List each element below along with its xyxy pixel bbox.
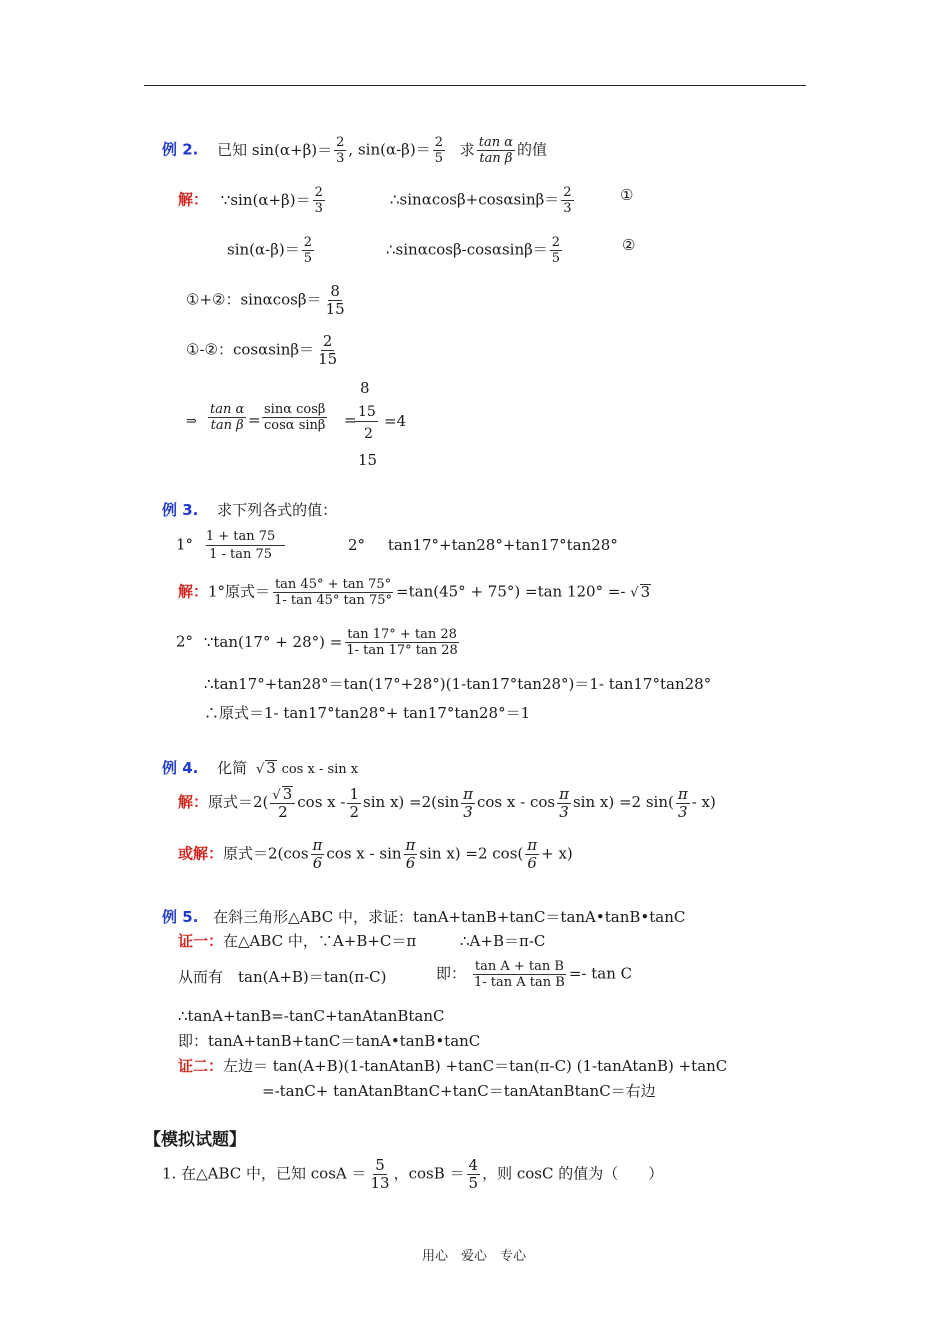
numerator: 2	[336, 135, 345, 150]
numerator: 1	[349, 784, 360, 803]
page-footer: 用心 爱心 专心	[422, 1249, 527, 1264]
statement-text: 化简	[217, 759, 248, 777]
proof-label: 证二：	[178, 1057, 224, 1075]
math-text: =tan(45° + 75°) =tan 120° =-	[396, 582, 631, 601]
math-text: 原式＝2(	[208, 793, 269, 811]
solution-label: 解：	[178, 793, 209, 811]
fraction	[347, 784, 361, 821]
fraction	[433, 136, 445, 165]
numerator: π	[559, 784, 569, 803]
math-text: ∵sin(α+β)＝	[220, 190, 311, 209]
math-text: ①+②：sinαcosβ＝	[186, 290, 322, 309]
math-text: tan17°+tan28°+tan17°tan28°	[387, 536, 618, 554]
fraction	[550, 236, 562, 265]
ex2-solution-line-2	[227, 236, 316, 265]
ex5-proof-1-line-4: 即：tanA+tanB+tanC＝tanA•tanB•tanC	[178, 1032, 481, 1050]
denominator: 6	[312, 854, 323, 872]
example-4-statement: 例 4. 化简 √ 3 cos x - sin x	[162, 759, 359, 777]
denominator: 1 - tan 75	[209, 547, 273, 562]
denominator: 3	[678, 802, 688, 821]
numerator: 2	[551, 235, 561, 250]
denominator: 2	[278, 803, 288, 821]
ex3-solution-2-line-3: ∴原式＝1- tan17°tan28°+ tan17°tan28°＝1	[204, 704, 531, 722]
math-text: cos x -	[297, 793, 346, 811]
header-rule	[144, 85, 806, 86]
numerator: tan 45° + tan 75°	[274, 577, 392, 592]
statement-text: 的值	[517, 140, 548, 159]
ex5-proof-1-line-2: 从而有 tan(A+B)＝tan(π-C)	[178, 968, 387, 986]
math-text: cos x - sin	[326, 844, 402, 863]
compound-fraction-bottom: 2	[364, 426, 373, 442]
denominator: 15	[318, 350, 338, 368]
ex3-solution-2	[176, 628, 462, 657]
fraction	[561, 186, 573, 215]
ex5-proof-1-line-3: ∴tanA+tanB=-tanC+tanAtanBtanC	[178, 1007, 445, 1025]
compound-fraction-bottom-den: 15	[358, 451, 378, 469]
fraction	[369, 1158, 392, 1191]
denominator: 1- tan A tan B	[474, 975, 565, 990]
fraction-bar	[354, 421, 378, 422]
math-text: sin x) =2 sin(	[572, 793, 674, 811]
statement-text: 已知 sin(α+β)＝	[217, 140, 333, 159]
item-marker: 2°	[176, 632, 194, 651]
denominator: tan β	[479, 151, 513, 166]
equals-sign: =	[344, 411, 357, 429]
denominator: 1- tan 45° tan 75°	[274, 593, 393, 608]
math-text: ∴sinαcosβ-cosαsinβ＝	[386, 240, 548, 259]
denominator: 1- tan 17° tan 28	[346, 643, 458, 658]
ex5-proof-1-right: ∴A+B＝π-C	[460, 932, 546, 950]
ex5-proof-2-line-1	[178, 1059, 727, 1074]
math-text: 在△ABC 中，∵A+B+C＝π	[223, 932, 417, 950]
numerator: π	[677, 784, 688, 803]
section-title: 【模拟试题】	[144, 1130, 246, 1150]
ex2-solution-line-3	[186, 284, 349, 317]
alt-solution-label: 或解：	[178, 844, 224, 863]
ex3-problem-2	[348, 538, 618, 553]
item-marker: 2°	[348, 536, 366, 554]
ex4-solution	[178, 786, 716, 820]
question-text: ，则 cosC 的值为（ ）	[482, 1164, 664, 1183]
example-label: 例 2.	[162, 140, 199, 159]
denominator: 6	[527, 854, 537, 872]
fraction	[206, 530, 285, 561]
fraction	[313, 186, 325, 215]
fraction	[262, 403, 327, 432]
math-text: ①-②：cosαsinβ＝	[186, 340, 315, 359]
question-text: 1. 在△ABC 中，已知 cosA ＝	[162, 1164, 367, 1183]
fraction	[316, 334, 339, 367]
ex2-solution-line-1-right	[390, 186, 576, 215]
denominator: tan β	[210, 418, 244, 433]
compound-fraction-top: 8	[360, 379, 370, 397]
implies-arrow: ⇒	[186, 414, 197, 429]
math-text: 左边＝ tan(A+B)(1-tanAtanB) +tanC＝tan(π-C) (1-tanAtanB) +tanC	[223, 1057, 728, 1075]
fraction	[472, 960, 567, 989]
denominator: 5	[434, 151, 443, 166]
example-2-statement	[162, 136, 547, 165]
numerator: sinα cosβ	[264, 402, 326, 417]
numerator: 4	[468, 1156, 479, 1174]
fraction	[334, 136, 346, 165]
denominator: 3	[463, 802, 473, 821]
denominator: 2	[349, 802, 360, 821]
statement-text: 求	[459, 140, 475, 159]
numerator: 5	[375, 1156, 385, 1174]
math-text: ∵tan(17° + 28°) =	[203, 632, 343, 651]
denominator: 5	[303, 251, 313, 266]
ex3-problem-1	[176, 530, 287, 561]
denominator: 3	[336, 151, 345, 166]
statement-text: 在斜三角形△ABC 中，求证：tanA+tanB+tanC＝tanA•tanB•tanC	[213, 908, 686, 926]
example-3-statement	[162, 503, 337, 518]
denominator: 3	[314, 201, 323, 216]
numerator: 2	[434, 135, 443, 150]
denominator: 5	[551, 251, 561, 266]
ex3-solution-2-line-2: ∴tan17°+tan28°＝tan(17°+28°)(1-tan17°tan28°)＝1- tan17°tan28°	[204, 675, 712, 693]
fraction	[208, 403, 246, 432]
equation-marker: ①	[620, 186, 634, 204]
ex2-solution-line-2-right	[386, 236, 564, 265]
ex5-proof-1-line-2-right	[436, 960, 632, 989]
statement-text: 求下列各式的值：	[217, 501, 338, 519]
denominator: 15	[325, 300, 345, 318]
question-text: ，cosB ＝	[393, 1164, 465, 1183]
ex2-solution-line-4	[186, 334, 341, 367]
numerator: 2	[563, 185, 572, 200]
math-text: cos x - sin x	[281, 762, 359, 777]
ex4-alt-solution	[178, 838, 573, 871]
fraction	[324, 284, 347, 317]
fraction	[311, 838, 325, 871]
proof-label: 证一：	[178, 932, 224, 950]
math-text: sin(α-β)＝	[227, 240, 300, 259]
denominator: 5	[468, 1174, 479, 1192]
fraction	[676, 784, 690, 821]
numerator: 2	[303, 235, 313, 250]
denominator: 13	[370, 1174, 390, 1192]
math-text: + x)	[541, 844, 573, 863]
math-text: 即：	[436, 964, 467, 983]
denominator: 6	[405, 854, 416, 872]
fraction	[467, 1158, 481, 1191]
sqrt-radicand: 3	[266, 759, 276, 777]
denominator: cosα sinβ	[264, 418, 326, 433]
denominator: 3	[563, 201, 572, 216]
numerator: tan α	[210, 402, 245, 417]
compound-fraction-top-den: 15	[358, 404, 376, 420]
equation-marker: ②	[622, 236, 636, 254]
statement-text: , sin(α-β)＝	[348, 140, 431, 159]
math-text: cos x - cos	[477, 793, 556, 811]
ex2-solution-line-1	[178, 186, 327, 215]
fraction	[525, 838, 539, 871]
fraction: $\frac{√ 3}{2}$	[270, 786, 295, 820]
example-label: 例 5.	[162, 908, 199, 926]
fraction	[272, 578, 394, 607]
numerator: 2	[314, 185, 323, 200]
fraction	[461, 784, 475, 821]
numerator: tan α	[478, 135, 514, 150]
result: =4	[384, 412, 407, 430]
math-text: 原式＝2(cos	[223, 844, 309, 863]
solution-label: 解：	[178, 190, 209, 209]
numerator: 1 + tan 75	[206, 530, 285, 546]
numerator: π	[527, 836, 538, 854]
equals-sign: =	[248, 411, 261, 429]
math-text: sin x) =2(sin	[363, 793, 460, 811]
math-text: - x)	[691, 793, 716, 811]
numerator: 2	[322, 332, 333, 350]
ex5-proof-1-line-1	[178, 934, 416, 949]
math-text: sin x) =2 cos(	[419, 844, 524, 863]
numerator: tan A + tan B	[474, 959, 564, 974]
sqrt-radicand: 3	[282, 785, 293, 803]
numerator: 8	[330, 282, 340, 300]
numerator: tan 17° + tan 28	[347, 627, 457, 642]
example-label: 例 4.	[162, 759, 199, 777]
fraction	[302, 236, 314, 265]
numerator: π	[312, 836, 323, 854]
item-marker: 1°	[176, 535, 194, 554]
math-text: ∴sinαcosβ+cosαsinβ＝	[390, 190, 560, 209]
example-label: 例 3.	[162, 501, 199, 519]
numerator: π	[405, 836, 416, 854]
solution-label: 解：	[178, 582, 209, 601]
example-5-statement	[162, 910, 685, 925]
math-text: 1°原式＝	[208, 582, 271, 601]
fraction	[557, 784, 571, 821]
denominator: 3	[559, 802, 569, 821]
ex3-solution-1: 解：1°原式＝ $\frac{\tan 45^\circ + \tan 75^\circ}{1- \tan 45^\circ \tan 75^\circ}$ =tan(45° + 75°) =tan 120° =- √ 3	[178, 577, 651, 608]
fraction	[477, 136, 515, 165]
fraction	[404, 838, 418, 871]
fraction	[344, 628, 459, 657]
math-text: =- tan C	[568, 964, 633, 983]
numerator: π	[463, 784, 473, 803]
question-1	[162, 1158, 663, 1191]
ex5-proof-2-line-2: =-tanC+ tanAtanBtanC+tanC＝tanAtanBtanC＝右边	[262, 1082, 656, 1100]
sqrt-radicand: 3	[640, 582, 651, 601]
